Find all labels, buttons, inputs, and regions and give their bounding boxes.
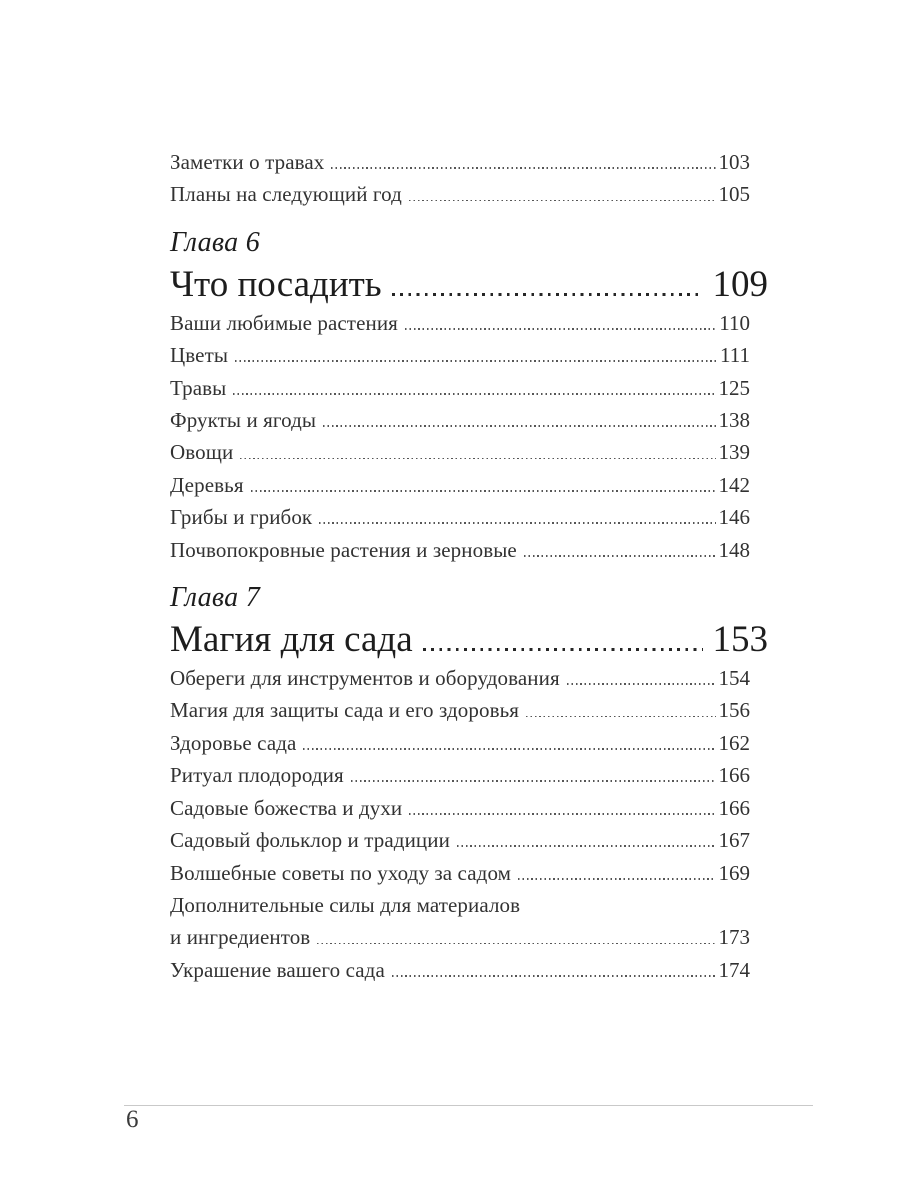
dot-leader-icon [331, 167, 715, 169]
toc-entry-page-number: 111 [720, 343, 750, 368]
dot-leader-icon [323, 425, 715, 427]
toc-entry-label: Магия для защиты сада и его здоровья [170, 698, 520, 723]
table-of-contents [170, 146, 768, 986]
chapter-label: Глава 7 [170, 582, 261, 614]
chapter-title-row [170, 618, 768, 662]
toc-entry-label: Травы [170, 375, 227, 400]
toc-entry [170, 921, 750, 953]
dot-leader-icon [526, 716, 715, 718]
toc-entry-label: Обереги для инструментов и оборудования [170, 666, 560, 691]
dot-leader-icon [319, 522, 715, 524]
dot-leader-icon [405, 328, 716, 330]
toc-entry-page-number: 110 [719, 310, 750, 335]
dot-leader-icon [567, 683, 716, 685]
chapter-label: Глава 6 [170, 226, 261, 258]
dot-leader-icon [351, 780, 716, 782]
toc-entry [170, 372, 750, 404]
toc-entry-page-number: 167 [718, 828, 750, 853]
toc-entry-page-number: 169 [718, 860, 750, 885]
toc-entry-label: и ингредиентов [170, 925, 311, 950]
chapter-title-row [170, 263, 768, 307]
toc-entry-label: Планы на следующий год [170, 182, 402, 207]
dot-leader-icon [251, 490, 716, 492]
toc-entry-label: Овощи [170, 440, 234, 465]
toc-entry-page-number: 156 [718, 698, 750, 723]
toc-entry [170, 824, 750, 856]
toc-entry [170, 694, 750, 726]
dot-leader-icon [518, 878, 715, 880]
dot-leader-icon [392, 293, 703, 296]
toc-entry-label: Здоровье сада [170, 730, 297, 755]
toc-entry [170, 857, 750, 889]
chapter-title: Магия для сада [170, 619, 413, 661]
footer-rule [124, 1105, 813, 1106]
toc-entry-label: Ваши любимые растения [170, 310, 398, 335]
toc-entry-page-number: 125 [718, 375, 750, 400]
toc-entry [170, 792, 750, 824]
toc-entry-page-number: 103 [718, 150, 750, 174]
toc-entry-label: Дополнительные силы для материалов [170, 892, 521, 917]
toc-entry-page-number: 162 [718, 730, 750, 755]
toc-entry-page-number: 146 [718, 505, 750, 530]
dot-leader-icon [240, 458, 715, 460]
toc-entry-label: Деревья [170, 472, 244, 497]
toc-entry-label: Фрукты и ягоды [170, 408, 317, 433]
toc-entry [170, 178, 750, 210]
dot-leader-icon [457, 845, 716, 847]
toc-entry-page-number: 148 [718, 537, 750, 562]
chapter-page-number: 153 [712, 619, 768, 661]
toc-entry-label: Волшебные советы по уходу за садом [170, 860, 512, 885]
toc-entry-page-number: 138 [718, 408, 750, 433]
toc-entry [170, 307, 750, 339]
dot-leader-icon [303, 748, 715, 750]
toc-entry-page-number: 166 [718, 763, 750, 788]
toc-chapter [170, 223, 768, 566]
dot-leader-icon [317, 943, 715, 945]
toc-entry-label: Почвопокровные растения и зерновые [170, 537, 517, 562]
toc-entry [170, 469, 750, 501]
toc-entry-page-number: 166 [718, 795, 750, 820]
toc-entry-page-number: 139 [718, 440, 750, 465]
toc-entry [170, 759, 750, 791]
toc-entry [170, 889, 750, 921]
toc-entry [170, 146, 750, 178]
chapter-page-number: 109 [712, 263, 768, 305]
dot-leader-icon [524, 555, 716, 557]
dot-leader-icon [235, 360, 717, 362]
toc-entry-label: Садовый фольклор и традиции [170, 828, 450, 853]
page-number-folio: 6 [126, 1106, 139, 1133]
toc-entry-page-number: 142 [718, 472, 750, 497]
toc-entry-page-number: 174 [718, 957, 750, 982]
toc-entry-label: Цветы [170, 343, 229, 368]
toc-entry [170, 501, 750, 533]
toc-entry-label: Грибы и грибок [170, 505, 313, 530]
toc-entry-page-number: 105 [718, 182, 750, 207]
dot-leader-icon [409, 200, 716, 202]
toc-entry-label: Ритуал плодородия [170, 763, 344, 788]
toc-entry [170, 339, 750, 371]
dot-leader-icon [409, 813, 715, 815]
toc-entry-label: Садовые божества и духи [170, 795, 403, 820]
toc-entry [170, 662, 750, 694]
toc-entry-label: Заметки о травах [170, 150, 325, 174]
toc-entry [170, 534, 750, 566]
dot-leader-icon [392, 975, 716, 977]
dot-leader-icon [233, 393, 715, 395]
dot-leader-icon [423, 648, 703, 651]
chapter-title: Что посадить [170, 263, 382, 305]
toc-entry [170, 404, 750, 436]
toc-entry [170, 436, 750, 468]
toc-entry-page-number: 154 [718, 666, 750, 691]
toc-chapter [170, 578, 768, 986]
toc-entry-page-number: 173 [718, 925, 750, 950]
toc-entry [170, 727, 750, 759]
toc-entry-label: Украшение вашего сада [170, 957, 385, 982]
toc-entry [170, 954, 750, 986]
